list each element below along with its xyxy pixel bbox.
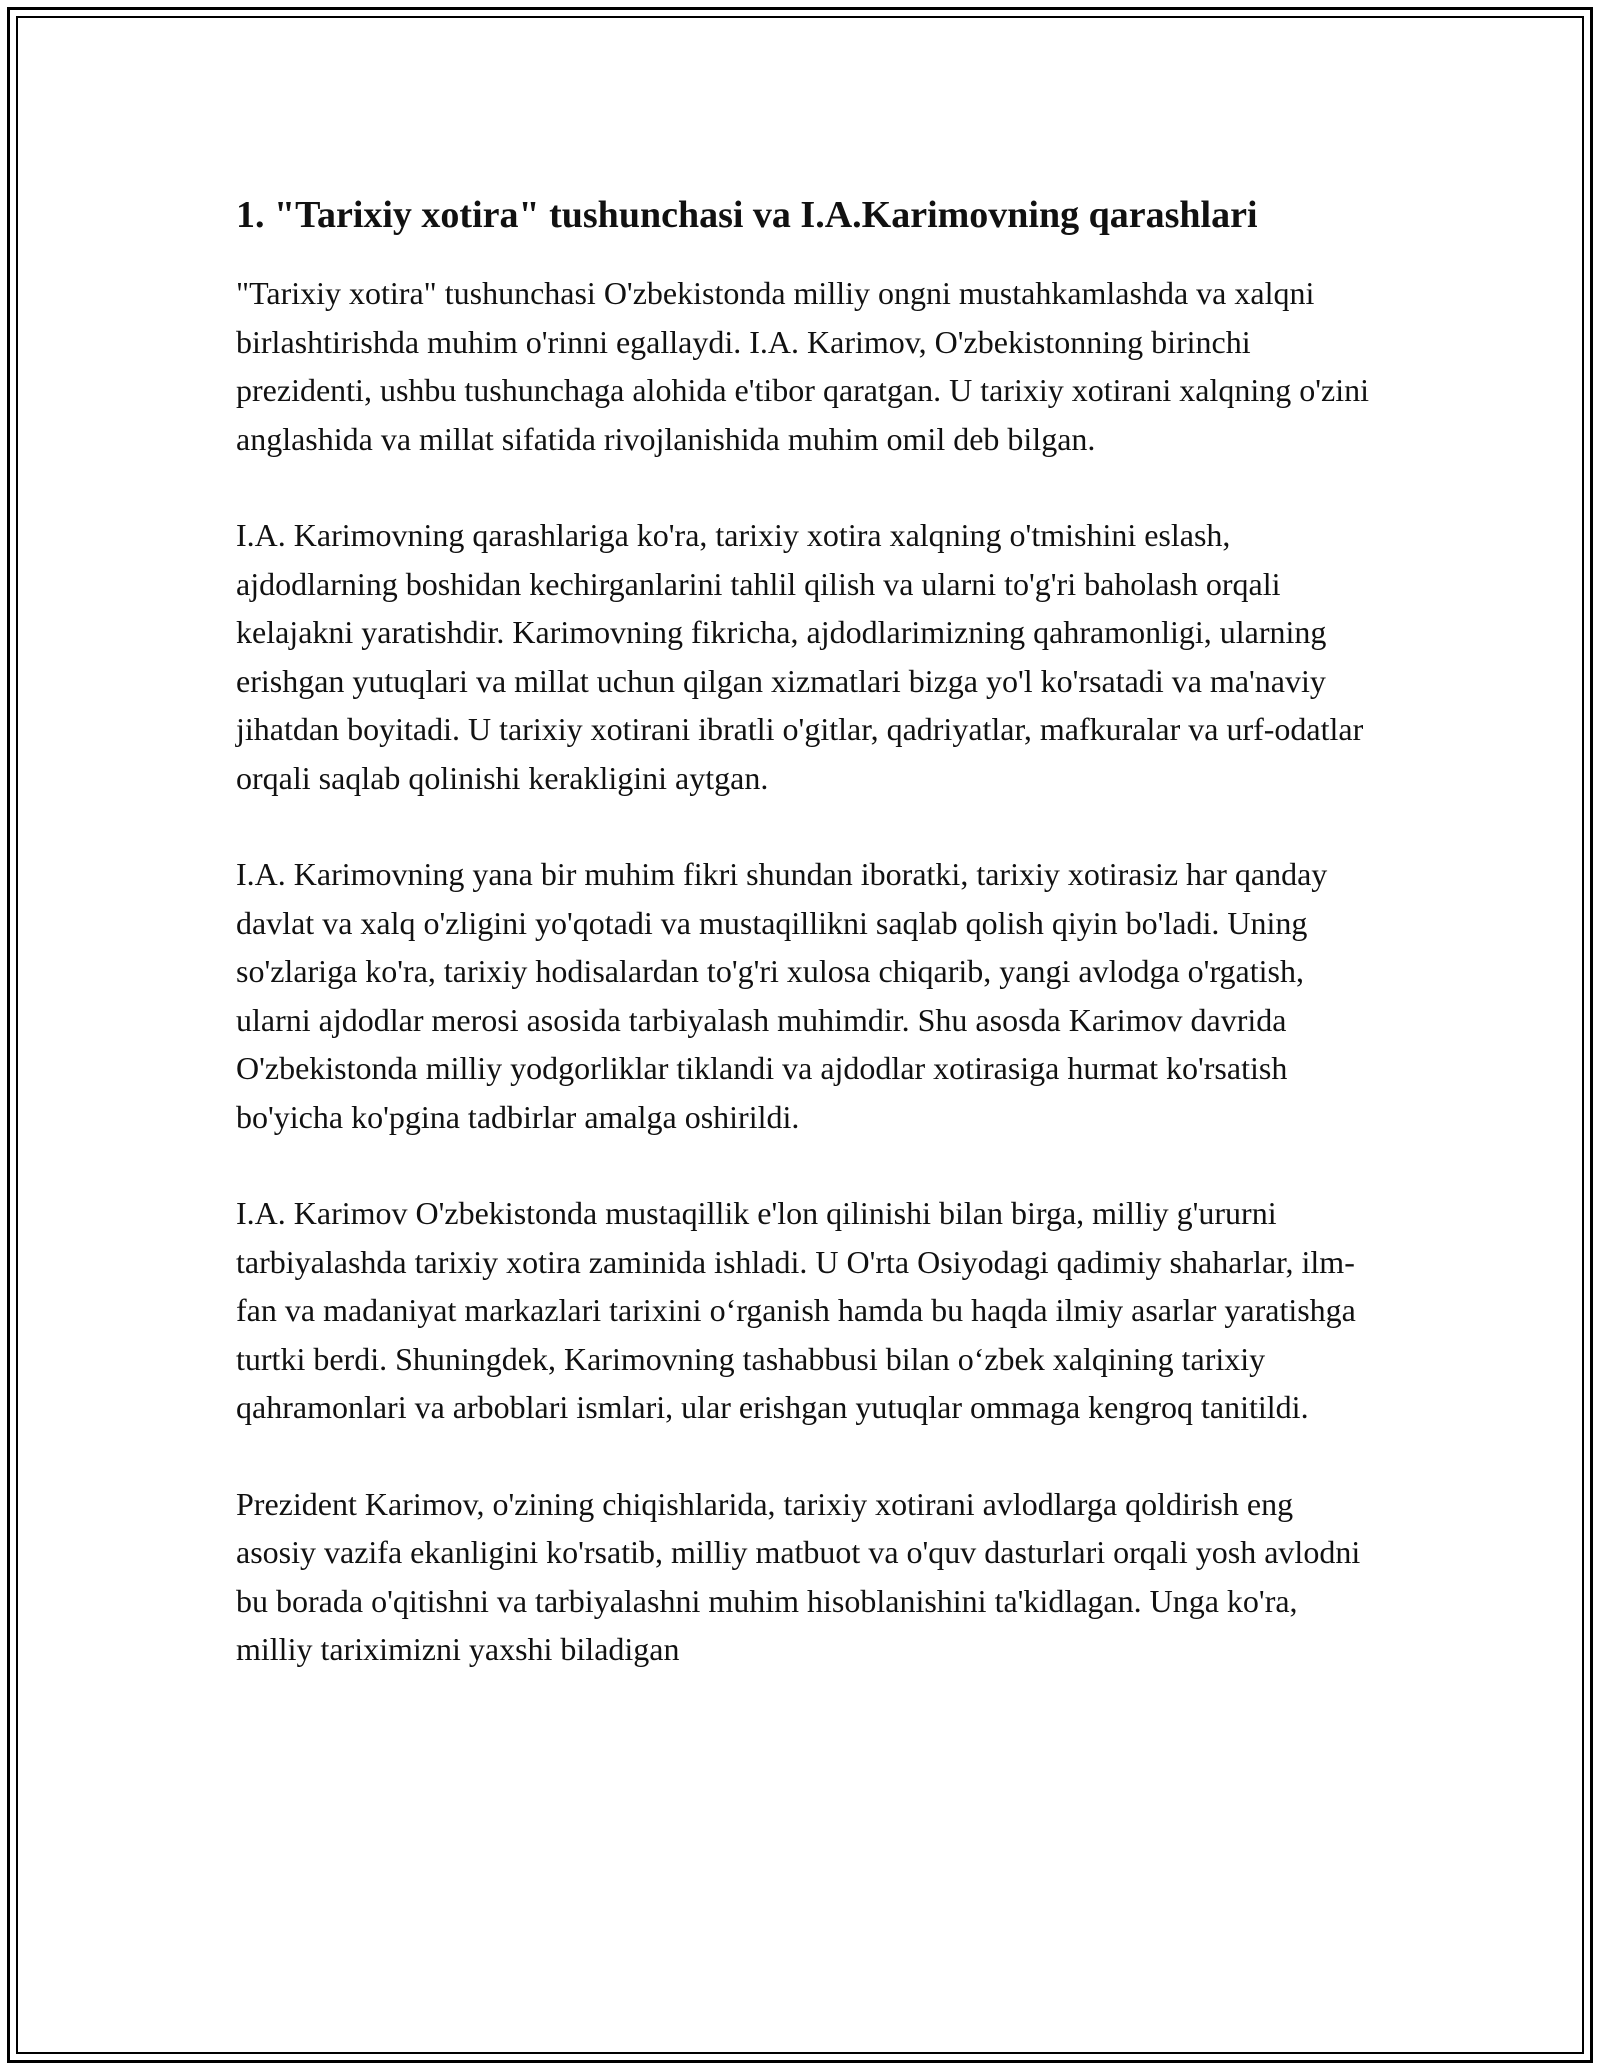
- section-heading: 1. "Tarixiy xotira" tushunchasi va I.A.Karimovning qarashlari: [236, 194, 1258, 236]
- document-body: [236, 187, 1376, 1674]
- paragraph-5: Prezident Karimov, o'zining chiqishlarida, tarixiy xotirani avlodlarga qoldirish eng asosiy vazifa ekanligini ko'rsatib, milliy matbuot va o'quv dasturlari orqali yosh avlodni bu borada o'qitishni va tarbiyalashni muhim hisoblanishini ta'kidlagan. Unga ko'ra, milliy tariximizni yaxshi biladigan: [236, 1485, 1361, 1667]
- paragraph-list: [236, 269, 1376, 1674]
- paragraph-1: "Tarixiy xotira" tushunchasi O'zbekistonda milliy ongni mustahkamlashda va xalqni birlashtirishda muhim o'rinni egallaydi. I.A. Karimov, O'zbekistonning birinchi prezidenti, ushbu tushunchaga alohida e'tibor qaratgan. U tarixiy xotirani xalqning o'zini anglashida va millat sifatida rivojlanishida muhim omil deb bilgan.: [236, 275, 1369, 457]
- paragraph-3: I.A. Karimovning yana bir muhim fikri shundan iboratki, tarixiy xotirasiz har qanday davlat va xalq o'zligini yo'qotadi va mustaqillikni saqlab qolish qiyin bo'ladi. Uning so'zlariga ko'ra, tarixiy hodisalardan to'g'ri xulosa chiqarib, yangi avlodga o'rgatish, ularni ajdodlar merosi asosida tarbiyalash muhimdir. Shu asosda Karimov davrida O'zbekistonda milliy yodgorliklar tiklandi va ajdodlar xotirasiga hurmat ko'rsatish bo'yicha ko'pgina tadbirlar amalga oshirildi.: [236, 856, 1328, 1135]
- paragraph-2: I.A. Karimovning qarashlariga ko'ra, tarixiy xotira xalqning o'tmishini eslash, ajdodlarning boshidan kechirganlarini tahlil qilish va ularni to'g'ri baholash orqali kelajakni yaratishdir. Karimovning fikricha, ajdodlarimizning qahramonligi, ularning erishgan yutuqlari va millat uchun qilgan xizmatlari bizga yo'l ko'rsatadi va ma'naviy jihatdan boyitadi. U tarixiy xotirani ibratli o'gitlar, qadriyatlar, mafkuralar va urf-odatlar orqali saqlab qolinishi kerakligini aytgan.: [236, 517, 1364, 796]
- paragraph-4: I.A. Karimov O'zbekistonda mustaqillik e'lon qilinishi bilan birga, milliy g'ururni tarbiyalashda tarixiy xotira zaminida ishladi. U O'rta Osiyodagi qadimiy shaharlar, ilm-fan va madaniyat markazlari tarixini o‘rganish hamda bu haqda ilmiy asarlar yaratishga turtki berdi. Shuningdek, Karimovning tashabbusi bilan o‘zbek xalqining tarixiy qahramonlari va arboblari ismlari, ular erishgan yutuqlar ommaga kengroq tanitildi.: [236, 1195, 1356, 1425]
